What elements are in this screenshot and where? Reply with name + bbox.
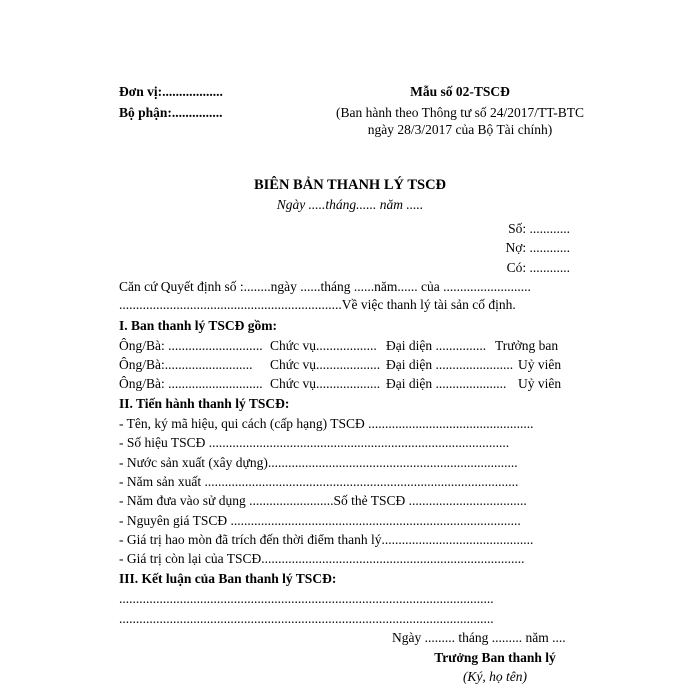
unit-field: Đơn vị:.................. (119, 84, 223, 99)
basis-line-2: ..................................................................Về việc thanh lý tài sản cố định. (119, 297, 516, 312)
committee-position: Chức vụ................... (270, 376, 381, 391)
issued-by-line2: ngày 28/3/2017 của Bộ Tài chính) (367, 122, 553, 137)
list-item: - Số hiệu TSCĐ ......................................................................................... (119, 435, 510, 450)
committee-representative: Đại diện ............... (386, 338, 487, 353)
conclusion-line-2: ............................................................................................................... (119, 611, 494, 626)
number-no: Nợ: ............ (505, 240, 570, 255)
issued-by-line1: (Ban hành theo Thông tư số 24/2017/TT-BTC (335, 105, 585, 120)
list-item: - Năm đưa vào sử dụng .........................Số thẻ TSCĐ ................................... (119, 493, 527, 508)
committee-representative: Đại diện ..................... (386, 376, 507, 391)
committee-representative: Đại diện ....................... (386, 357, 514, 372)
committee-person: Ông/Bà: ............................ (119, 338, 263, 353)
section-2-heading: II. Tiến hành thanh lý TSCĐ: (119, 396, 290, 411)
section-3-heading: III. Kết luận của Ban thanh lý TSCĐ: (119, 571, 337, 586)
basis-line-1: Căn cứ Quyết định số :........ngày ......tháng ......năm...... của .......................... (119, 279, 531, 294)
form-number: Mẫu số 02-TSCĐ (410, 84, 510, 99)
department-field: Bộ phận:............... (119, 105, 223, 120)
list-item: - Giá trị hao mòn đã trích đến thời điểm thanh lý............................................. (119, 532, 534, 547)
conclusion-line-1: ............................................................................................................... (119, 591, 494, 606)
committee-person: Ông/Bà: ............................ (119, 376, 263, 391)
committee-position: Chức vụ................... (270, 357, 381, 372)
section-1-heading: I. Ban thanh lý TSCĐ gồm: (119, 318, 278, 333)
committee-role: Uỷ viên (518, 376, 562, 391)
list-item: - Nước sản xuất (xây dựng).......................................................................... (119, 455, 518, 470)
document-title: BIÊN BẢN THANH LÝ TSCĐ (253, 177, 447, 193)
document-date: Ngày .....tháng...... năm ..... (276, 197, 424, 212)
committee-role: Trưởng ban (495, 338, 559, 353)
number-co: Có: ............ (506, 260, 570, 275)
signature-date: Ngày ......... tháng ......... năm .... (392, 630, 566, 645)
committee-person: Ông/Bà:.......................... (119, 357, 253, 372)
list-item: - Năm sản xuất ............................................................................................. (119, 474, 519, 489)
list-item: - Nguyên giá TSCĐ ...................................................................................... (119, 513, 521, 528)
list-item: - Tên, ký mã hiệu, qui cách (cấp hạng) TSCĐ ................................................. (119, 416, 534, 431)
committee-position: Chức vụ.................. (270, 338, 377, 353)
list-item: - Giá trị còn lại của TSCĐ.............................................................................. (119, 551, 525, 566)
signer-title: Trưởng Ban thanh lý (434, 650, 556, 665)
number-so: Số: ............ (508, 221, 570, 236)
signature-note: (Ký, họ tên) (462, 669, 528, 684)
committee-role: Uỷ viên (518, 357, 562, 372)
